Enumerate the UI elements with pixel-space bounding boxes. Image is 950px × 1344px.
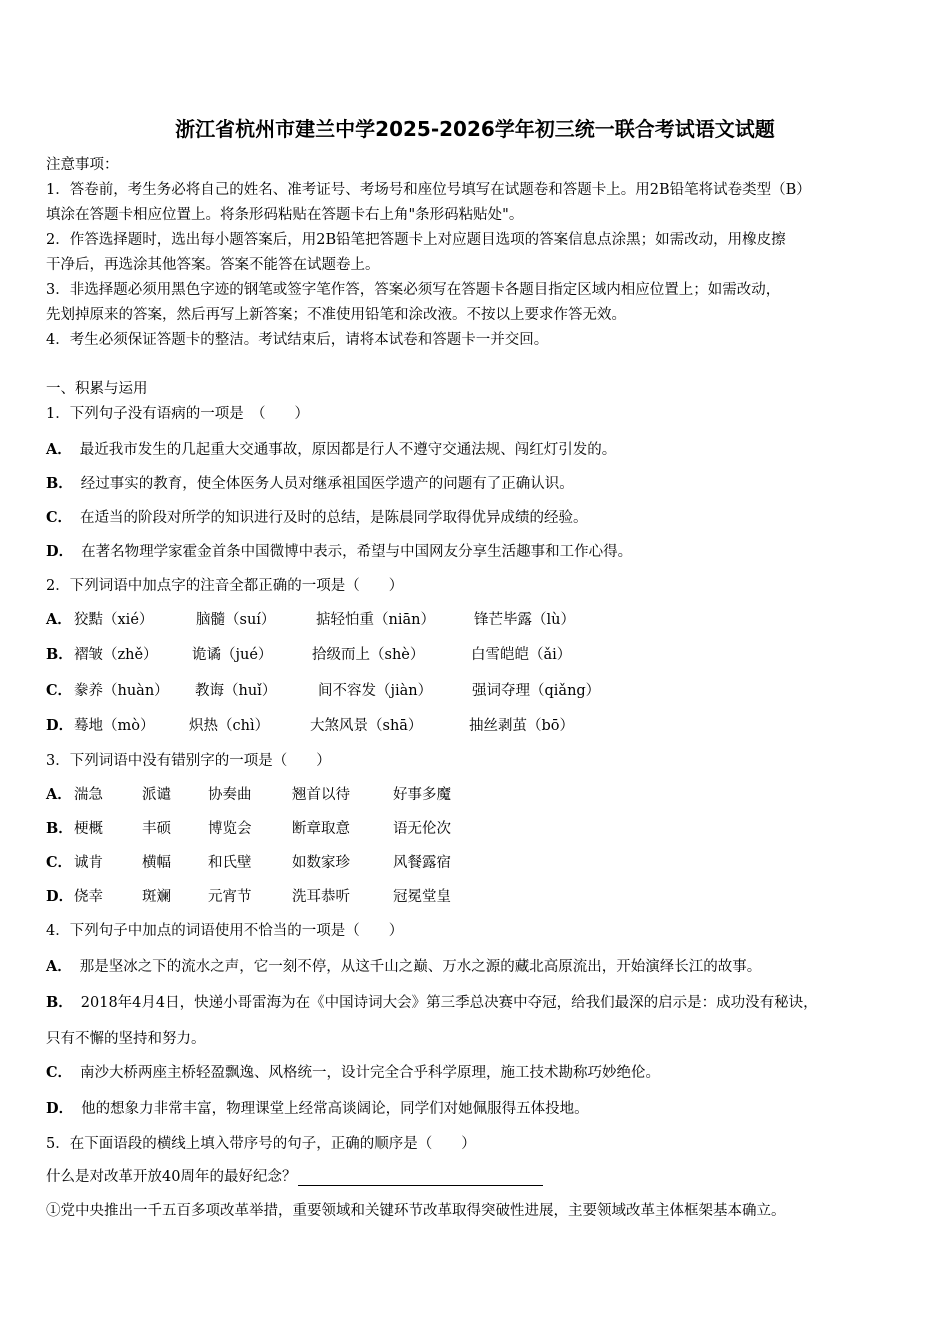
- question-1-stem: 1．下列句子没有语病的一项是 （ ）: [46, 406, 309, 422]
- notes-line: 填涂在答题卡相应位置上。将条形码粘贴在答题卡右上角"条形码粘贴处"。: [46, 207, 524, 223]
- q2-option-b: B． 褶皱（zhě） 诡谲（jué） 拾级而上（shè） 白雪皑皑（ǎi）: [46, 646, 572, 663]
- question-5-stem: 5．在下面语段的横线上填入带序号的句子，正确的顺序是（ ）: [46, 1136, 476, 1152]
- notes-line: 3．非选择题必须用黑色字迹的钢笔或签字笔作答，答案必须写在答题卡各题目指定区域内相应位置上；如需改动，: [46, 282, 781, 298]
- notes-heading: 注意事项：: [46, 157, 119, 173]
- q1-option-b: B． 经过事实的教育，使全体医务人员对继承祖国医学遗产的问题有了正确认识。: [46, 475, 574, 492]
- q3-option-d: D． 侥幸 斑斓 元宵节 洗耳恭听 冠冕堂皇: [46, 888, 451, 905]
- notes-line: 干净后，再选涂其他答案。答案不能答在试题卷上。: [46, 257, 380, 273]
- q3-option-a: A． 湍急 派谴 协奏曲 翘首以待 好事多魔: [46, 786, 451, 803]
- q4-option-b-cont: 只有不懈的坚持和努力。: [46, 1031, 206, 1047]
- question-4-stem: 4．下列句子中加点的词语使用不恰当的一项是（ ）: [46, 923, 404, 939]
- q5-item-1: ①党中央推出一千五百多项改革举措，重要领域和关键环节改革取得突破性进展，主要领域改革主体框架基本确立。: [46, 1203, 786, 1219]
- q1-option-a: A． 最近我市发生的几起重大交通事故，原因都是行人不遵守交通法规、闯红灯引发的。: [46, 441, 617, 458]
- q2-option-c: C． 豢养（huàn） 教诲（huǐ） 间不容发（jiàn） 强词夺理（qiǎng）: [46, 682, 601, 699]
- q4-option-c: C． 南沙大桥两座主桥轻盈飘逸、风格统一，设计完全合乎科学原理，施工技术勘称巧妙绝伦。: [46, 1064, 661, 1081]
- answer-blank: [298, 1171, 543, 1186]
- question-3-stem: 3．下列词语中没有错别字的一项是（ ）: [46, 753, 331, 769]
- notes-line: 1．答卷前，考生务必将自己的姓名、准考证号、考场号和座位号填写在试题卷和答题卡上。用2B铅笔将试卷类型（B）: [46, 182, 811, 198]
- q4-option-d: D． 他的想象力非常丰富，物理课堂上经常高谈阔论，同学们对她佩服得五体投地。: [46, 1100, 589, 1117]
- q1-option-c: C． 在适当的阶段对所学的知识进行及时的总结，是陈晨同学取得优异成绩的经验。: [46, 509, 588, 526]
- section-heading: 一、积累与运用: [46, 381, 148, 397]
- notes-line: 先划掉原来的答案，然后再写上新答案；不准使用铅笔和涂改液。不按以上要求作答无效。: [46, 307, 626, 323]
- notes-line: 2．作答选择题时，选出每小题答案后，用2B铅笔把答题卡上对应题目选项的答案信息点涂黑；如需改动，用橡皮擦: [46, 232, 786, 248]
- q3-option-c: C． 诚肯 横幅 和氏壁 如数家珍 风餐露宿: [46, 854, 451, 871]
- q3-option-b: B． 梗概 丰硕 博览会 断章取意 语无伦次: [46, 820, 451, 837]
- page-title: 浙江省杭州市建兰中学2025-2026学年初三统一联合考试语文试题: [175, 117, 775, 141]
- q2-option-a: A． 狡黠（xié） 脑髓（suí） 掂轻怕重（niān） 锋芒毕露（lù）: [46, 611, 575, 628]
- question-2-stem: 2．下列词语中加点字的注音全都正确的一项是（ ）: [46, 578, 404, 594]
- q5-prompt: 什么是对改革开放40周年的最好纪念？: [46, 1165, 543, 1186]
- q4-option-b: B． 2018年4月4日，快递小哥雷海为在《中国诗词大会》第三季总决赛中夺冠，给我们最深的启示是：成功没有秘诀，: [46, 994, 818, 1011]
- notes-line: 4．考生必须保证答题卡的整洁。考试结束后，请将本试卷和答题卡一并交回。: [46, 332, 549, 348]
- q2-option-d: D． 蓦地（mò） 炽热（chì） 大煞风景（shā） 抽丝剥茧（bō）: [46, 717, 575, 734]
- q1-option-d: D． 在著名物理学家霍金首条中国微博中表示，希望与中国网友分享生活趣事和工作心得。: [46, 543, 633, 560]
- q4-option-a: A． 那是坚冰之下的流水之声，它一刻不停，从这千山之巅、万水之源的藏北高原流出，开始演绎长江的故事。: [46, 958, 762, 975]
